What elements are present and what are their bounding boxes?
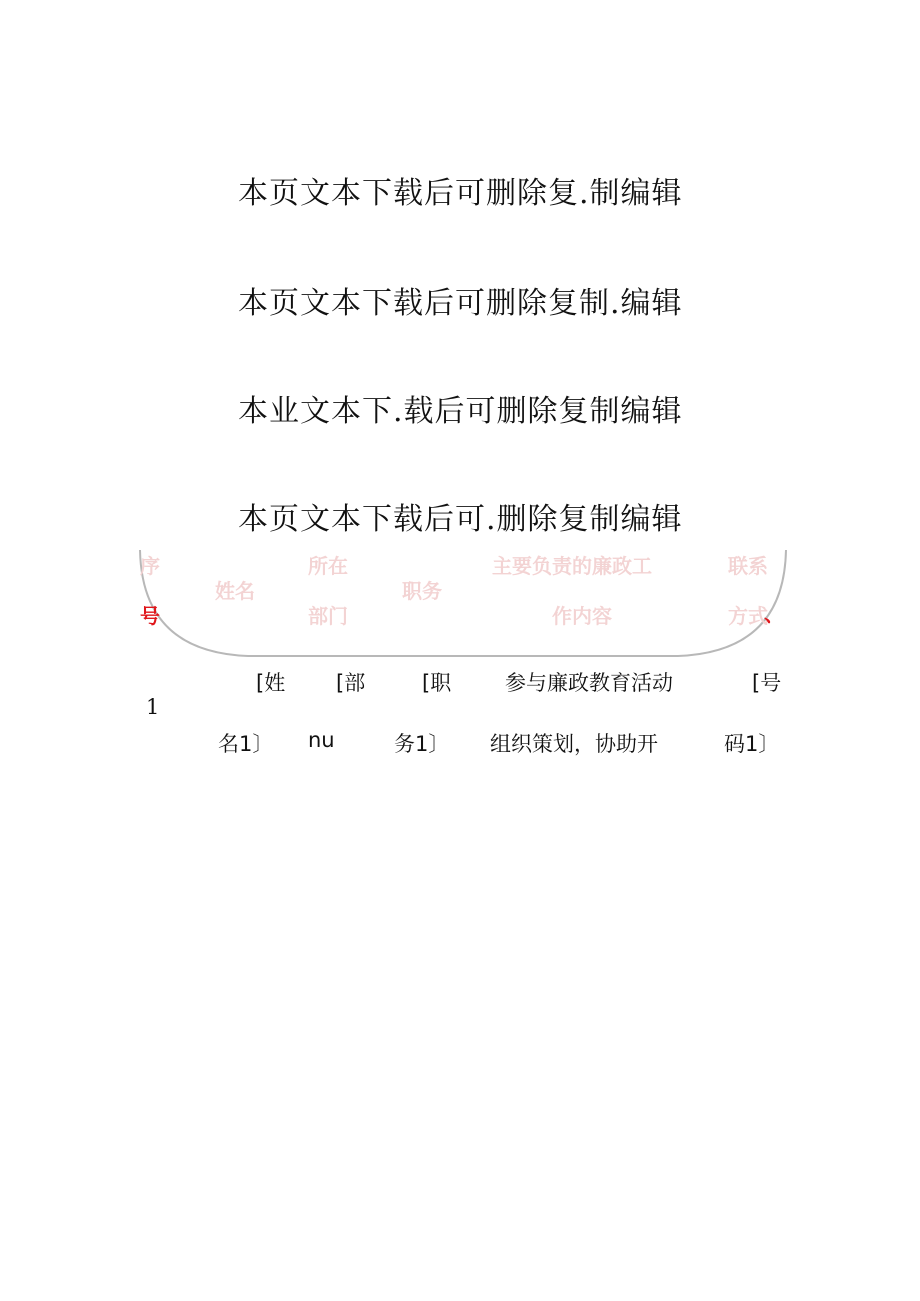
table-header-arc: [138, 548, 788, 660]
row1-contact-bottom: 码1〕: [724, 732, 780, 756]
header-duty-bottom: 作内容: [552, 604, 612, 628]
header-contact-bottom: 方式: [728, 604, 768, 628]
watermark-line-2: 本页文本下载后可删除复制.编辑: [238, 286, 683, 321]
header-duty-top: 主要负责的廉政工: [492, 554, 652, 578]
row1-dept-top: [部: [336, 671, 366, 695]
watermark-line-4: 本页文本下载后可.删除复制编辑: [238, 502, 683, 537]
header-position: 职务: [402, 579, 442, 603]
row1-dept-bottom: nu: [308, 728, 335, 752]
header-dept-bottom: 部门: [308, 604, 348, 628]
header-contact-top: 联系: [728, 554, 768, 578]
header-contact-mark: 、: [764, 602, 784, 626]
row1-name-top: [姓: [256, 671, 286, 695]
row1-contact-top: [号: [752, 671, 782, 695]
row1-name-bottom: 名1〕: [218, 732, 274, 756]
watermark-line-1: 本页文本下载后可删除复.制编辑: [238, 176, 683, 211]
header-name: 姓名: [215, 579, 255, 603]
header-seq-top: 序: [140, 554, 160, 578]
header-dept-top: 所在: [308, 554, 348, 578]
row1-duty-top: 参与廉政教育活动: [505, 671, 673, 695]
row1-seq: 1: [146, 695, 160, 719]
header-seq-bottom: 号: [140, 604, 160, 628]
row1-duty-bottom: 组织策划，协助开: [490, 732, 658, 756]
row1-position-bottom: 务1〕: [394, 732, 450, 756]
row1-position-top: [职: [422, 671, 452, 695]
watermark-line-3: 本业文本下.载后可删除复制编辑: [238, 394, 683, 429]
